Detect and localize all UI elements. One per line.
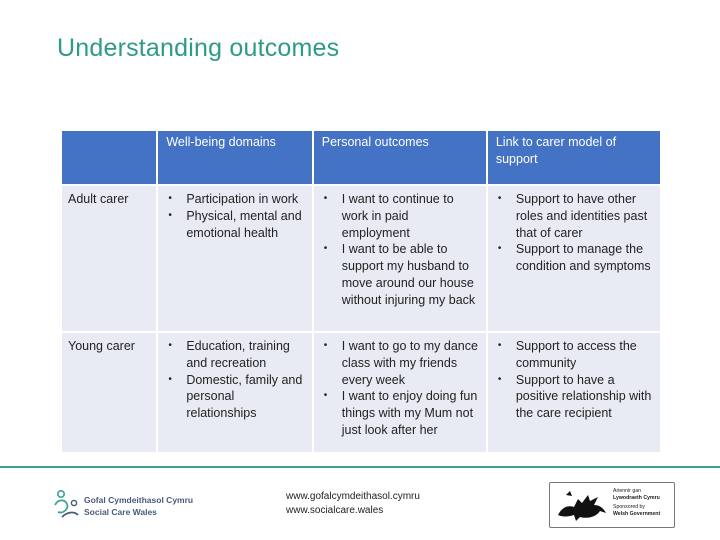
list-item: • Support to have a positive relationship with the care recipient — [494, 372, 654, 422]
list-item: • I want to go to my dance class with my friends every week — [320, 338, 480, 388]
gov-text-line: Welsh Government — [613, 511, 661, 517]
social-care-wales-logo — [52, 488, 212, 522]
link-welsh-site[interactable]: www.gofalcymdeithasol.cymru — [286, 491, 420, 502]
list-item: • I want to be able to support my husband to move around our house without injuring my back — [320, 241, 480, 308]
outcomes-table — [62, 131, 662, 454]
list-item: • I want to enjoy doing fun things with my Mum not just look after her — [320, 388, 480, 438]
welsh-dragon-icon — [554, 487, 610, 523]
logo-text-welsh: Gofal Cymdeithasol Cymru — [84, 495, 194, 505]
header-carer-model-support: Link to carer model of support — [487, 131, 661, 185]
row-label: Young carer — [62, 332, 157, 453]
support-cell — [487, 185, 661, 332]
header-empty — [62, 131, 157, 185]
header-personal-outcomes: Personal outcomes — [313, 131, 487, 185]
list-item: • Support to access the community — [494, 338, 654, 372]
header-wellbeing-domains: Well-being domains — [157, 131, 312, 185]
gov-text-line: Lywodraeth Cymru — [613, 495, 660, 501]
list-item: • Participation in work — [164, 191, 305, 208]
domains-cell — [157, 332, 312, 453]
outcomes-cell — [313, 185, 487, 332]
footer-divider — [0, 466, 720, 468]
welsh-government-logo — [549, 482, 675, 528]
gov-text-line: Sponsored by — [613, 504, 646, 510]
row-label: Adult carer — [62, 185, 157, 332]
table-row-young-carer — [62, 332, 661, 453]
support-cell — [487, 332, 661, 453]
list-item: • Support to manage the condition and symptoms — [494, 241, 654, 275]
footer-links — [286, 490, 420, 517]
list-item: • Physical, mental and emotional health — [164, 208, 305, 242]
social-care-wales-logo-icon — [52, 488, 82, 522]
list-item: • I want to continue to work in paid employment — [320, 191, 480, 241]
page-title: Understanding outcomes — [57, 34, 340, 62]
logo-text-english: Social Care Wales — [84, 507, 157, 517]
outcomes-cell — [313, 332, 487, 453]
table-row-adult-carer — [62, 185, 661, 332]
gov-text-line: Ariennir gan — [613, 488, 641, 494]
link-english-site[interactable]: www.socialcare.wales — [286, 504, 384, 516]
list-item: • Education, training and recreation — [164, 338, 305, 372]
list-item: • Domestic, family and personal relationships — [164, 372, 305, 422]
domains-cell — [157, 185, 312, 332]
table-header-row — [62, 131, 661, 185]
list-item: • Support to have other roles and identities past that of carer — [494, 191, 654, 241]
